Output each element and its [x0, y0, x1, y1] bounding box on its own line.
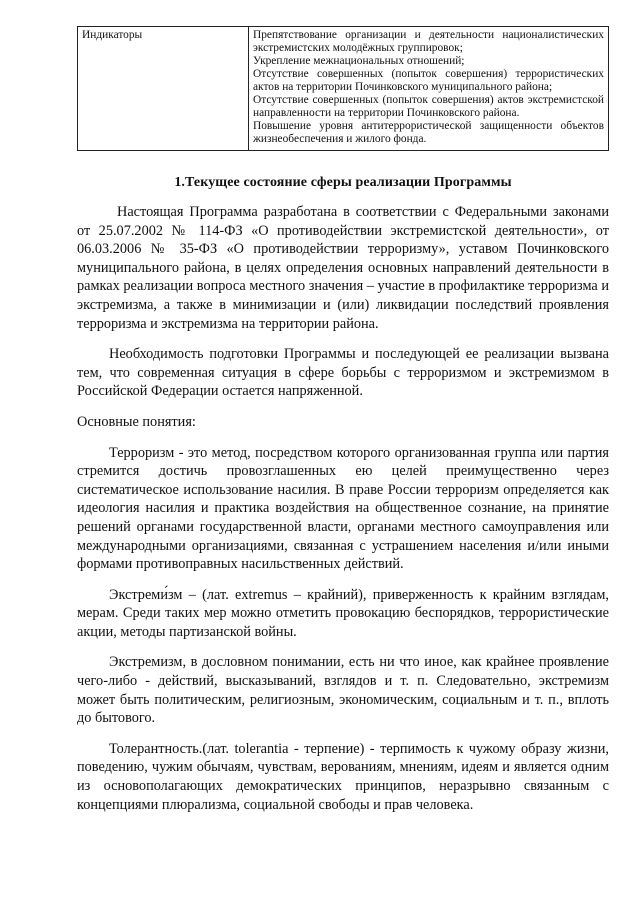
paragraph-basic-concepts: Основные понятия:	[77, 413, 196, 430]
section-title: 1.Текущее состояние сферы реализации Программы	[174, 175, 512, 190]
indicators-label: Индикаторы	[78, 27, 249, 151]
indicator-item: Препятствование организации и деятельности националистических экстремистских молодёжных группировок;	[253, 29, 604, 54]
paragraph-tolerance: Толерантность.(лат. tolerantia - терпение) - терпимость к чужому образу жизни, поведению, чужим обычаям, чувствам, верованиям, мнениям, идеям и является одним из основополагающих демократических принципов, неразрывно связанным с концепциями плюрализма, социальной свободы и прав человека.	[77, 740, 609, 813]
indicators-values	[249, 27, 609, 151]
paragraph-necessity: Необходимость подготовки Программы и последующей ее реализации вызвана тем, что современная ситуация в сфере борьбы с терроризмом и экстремизмом в Российской Федерации остается напряженной.	[77, 346, 609, 400]
paragraph-intro: Настоящая Программа разработана в соответствии с Федеральными законами от 25.07.2002 № 114-ФЗ «О противодействии экстремистской деятельности», от 06.03.2006 № 35-ФЗ «О противодействии терроризму», уставом Починковского муниципального района, в целях определения основных направлений деятельности в рамках реализации вопроса местного значения – участие в профилактике терроризма и экстремизма, а также в минимизации и (или) ликвидации последствий проявления терроризма и экстремизма на территории района.	[77, 204, 609, 332]
section-body	[77, 203, 609, 814]
indicator-item: Отсутствие совершенных (попыток совершения) террористических актов на территории Починковского муниципального района;	[253, 68, 604, 93]
paragraph-terrorism: Терроризм - это метод, посредством которого организованная группа или партия стремится достичь провозглашенных ею целей преимущественно через систематическое использование насилия. В праве России терроризм определяется как идеология насилия и практика воздействия на общественное сознание, на принятие решений органами государственной власти, органами местного самоуправления или международными организациями, связанная с устрашением населения и/или иными формами противоправных насильственных действий.	[77, 444, 609, 573]
indicator-item: Укрепление межнациональных отношений;	[253, 55, 465, 67]
indicator-item: Отсутствие совершенных (попыток совершения) актов экстремистской направленности на территории Починковского района.	[253, 94, 604, 119]
paragraph-extremism-definition: Экстреми́зм – (лат. extremus – крайний), приверженность к крайним взглядам, мерам. Среди таких мер можно отметить провокацию беспорядков, террористические акции, методы партизанской войны.	[77, 586, 609, 640]
indicator-item: Повышение уровня антитеррористической защищенности объектов жизнеобеспечения и жилого фонда.	[253, 120, 604, 145]
table-row	[78, 27, 609, 151]
indicators-table	[77, 26, 609, 151]
document-page	[77, 26, 609, 826]
paragraph-extremism-literal: Экстремизм, в дословном понимании, есть ни что иное, как крайнее проявление чего-либо - действий, высказываний, взглядов и т. п. Следовательно, экстремизм может быть политическим, религиозным, экономическим, социальным и т. п., вплоть до бытового.	[77, 654, 609, 727]
